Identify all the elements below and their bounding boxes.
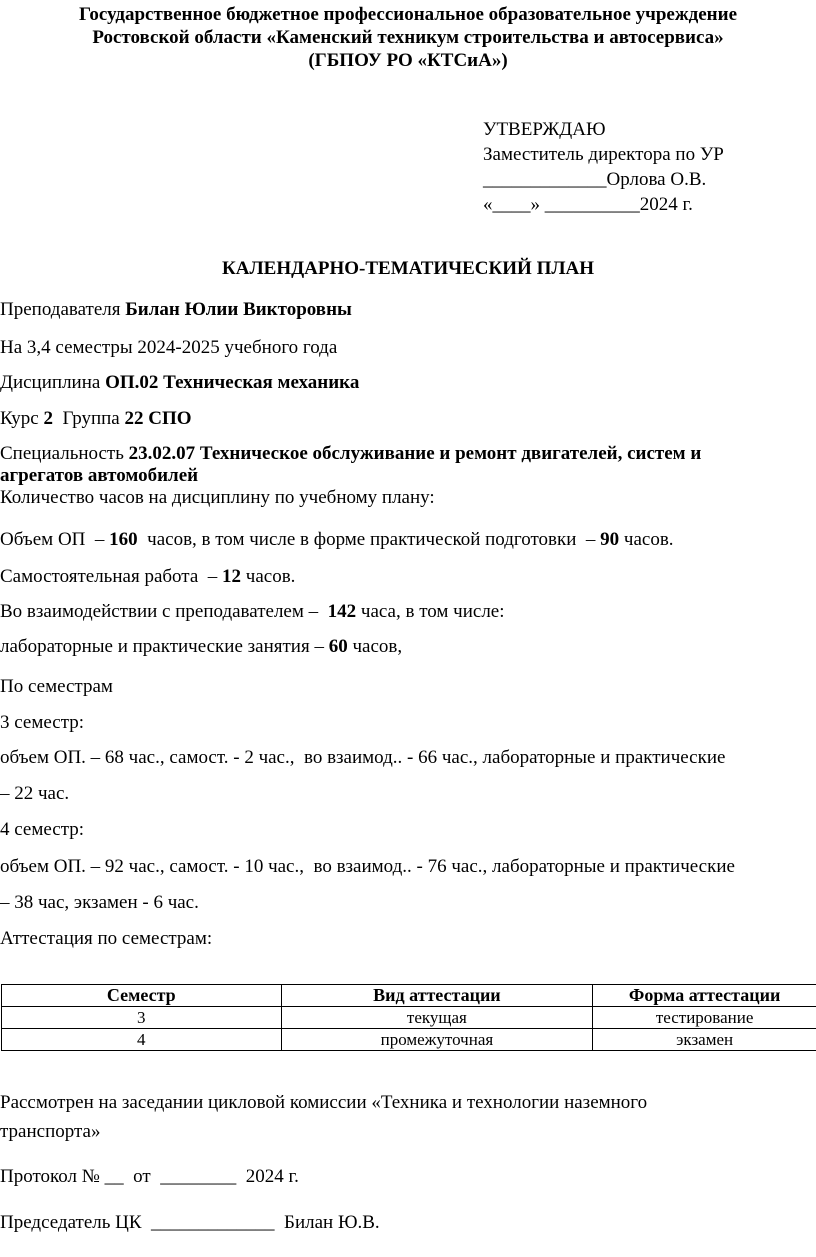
cell-semester: 3 <box>2 1007 282 1029</box>
self-study-line <box>0 565 295 589</box>
interact-prefix: Во взаимодействии с преподавателем – <box>0 601 328 622</box>
course-line <box>0 407 192 431</box>
semester-4-line-1: объем ОП. – 92 час., самост. - 10 час., во взаимод.. - 76 час., лабораторные и практические <box>0 856 735 877</box>
semester-3-heading: 3 семестр: <box>0 712 85 733</box>
lab-suffix: часов, <box>347 636 403 657</box>
approval-signature: _____________Орлова О.В. <box>483 169 707 190</box>
column-header-semester: Семестр <box>2 985 282 1007</box>
volume-hours: 160 <box>109 529 138 550</box>
discipline-name: ОП.02 Техническая механика <box>105 372 360 393</box>
volume-line <box>0 528 674 552</box>
teacher-name: Билан Юлии Викторовны <box>125 299 352 320</box>
lab-prefix: лабораторные и практические занятия – <box>0 636 329 657</box>
by-semester-heading: По семестрам <box>0 676 113 697</box>
self-suffix: часов. <box>241 566 296 587</box>
approval-heading: УТВЕРЖДАЮ <box>483 119 606 140</box>
practical-hours: 90 <box>600 529 620 550</box>
specialty-name-line-1: 23.02.07 Техническое обслуживание и ремонт двигателей, систем и <box>128 443 702 464</box>
institution-line-2: Ростовской области «Каменский техникум строительства и автосервиса» <box>92 27 724 48</box>
self-prefix: Самостоятельная работа – <box>0 566 223 587</box>
semester-4-line-2: – 38 час, экзамен - 6 час. <box>0 892 199 913</box>
semester-4-heading: 4 семестр: <box>0 819 85 840</box>
review-line-2: транспорта» <box>0 1121 101 1142</box>
interact-suffix: часа, в том числе: <box>356 601 505 622</box>
review-line-1: Рассмотрен на заседании цикловой комиссии «Техника и технологии наземного <box>0 1092 648 1113</box>
group-label: Группа <box>52 408 125 429</box>
volume-suffix: часов. <box>619 529 674 550</box>
approval-date: «____» __________2024 г. <box>483 194 693 215</box>
column-header-form: Форма аттестации <box>593 985 816 1007</box>
volume-prefix: Объем ОП – <box>0 529 110 550</box>
table-row <box>2 1007 816 1029</box>
lab-line <box>0 635 402 659</box>
discipline-line <box>0 371 359 395</box>
protocol-line: Протокол № __ от ________ 2024 г. <box>0 1166 299 1187</box>
specialty-line-2 <box>0 465 198 487</box>
discipline-label: Дисциплина <box>0 372 106 393</box>
chairman-line: Председатель ЦК _____________ Билан Ю.В. <box>0 1212 380 1233</box>
semesters-line: На 3,4 семестры 2024-2025 учебного года <box>0 337 338 358</box>
self-hours: 12 <box>222 566 242 587</box>
semester-3-line-1: объем ОП. – 68 час., самост. - 2 час., во взаимод.. - 66 час., лабораторные и практические <box>0 747 726 768</box>
cell-form: тестирование <box>593 1007 816 1029</box>
teacher-label: Преподавателя <box>0 299 126 320</box>
interact-hours: 142 <box>327 601 357 622</box>
course-number: 2 <box>43 408 53 429</box>
column-header-type: Вид аттестации <box>281 985 593 1007</box>
cell-form: экзамен <box>593 1029 816 1051</box>
cell-type: промежуточная <box>281 1029 593 1051</box>
interaction-line <box>0 600 505 624</box>
volume-mid: часов, в том числе в форме практической подготовки – <box>137 529 601 550</box>
institution-line-3: (ГБПОУ РО «КТСиА») <box>308 50 508 71</box>
specialty-name-line-2: агрегатов автомобилей <box>0 465 199 486</box>
institution-line-1: Государственное бюджетное профессиональное образовательное учреждение <box>78 4 738 25</box>
specialty-line <box>0 443 701 465</box>
attestation-header-row <box>2 985 816 1007</box>
attestation-heading: Аттестация по семестрам: <box>0 928 213 949</box>
attestation-table <box>1 984 816 1051</box>
semester-3-line-2: – 22 час. <box>0 783 70 804</box>
group-number: 22 СПО <box>124 408 192 429</box>
course-label: Курс <box>0 408 44 429</box>
page-title: КАЛЕНДАРНО-ТЕМАТИЧЕСКИЙ ПЛАН <box>221 258 595 279</box>
approval-position: Заместитель директора по УР <box>483 144 724 165</box>
cell-type: текущая <box>281 1007 593 1029</box>
specialty-label: Специальность <box>0 443 129 464</box>
hours-intro: Количество часов на дисциплину по учебному плану: <box>0 487 435 508</box>
teacher-line <box>0 298 352 322</box>
cell-semester: 4 <box>2 1029 282 1051</box>
table-row <box>2 1029 816 1051</box>
lab-hours: 60 <box>328 636 348 657</box>
